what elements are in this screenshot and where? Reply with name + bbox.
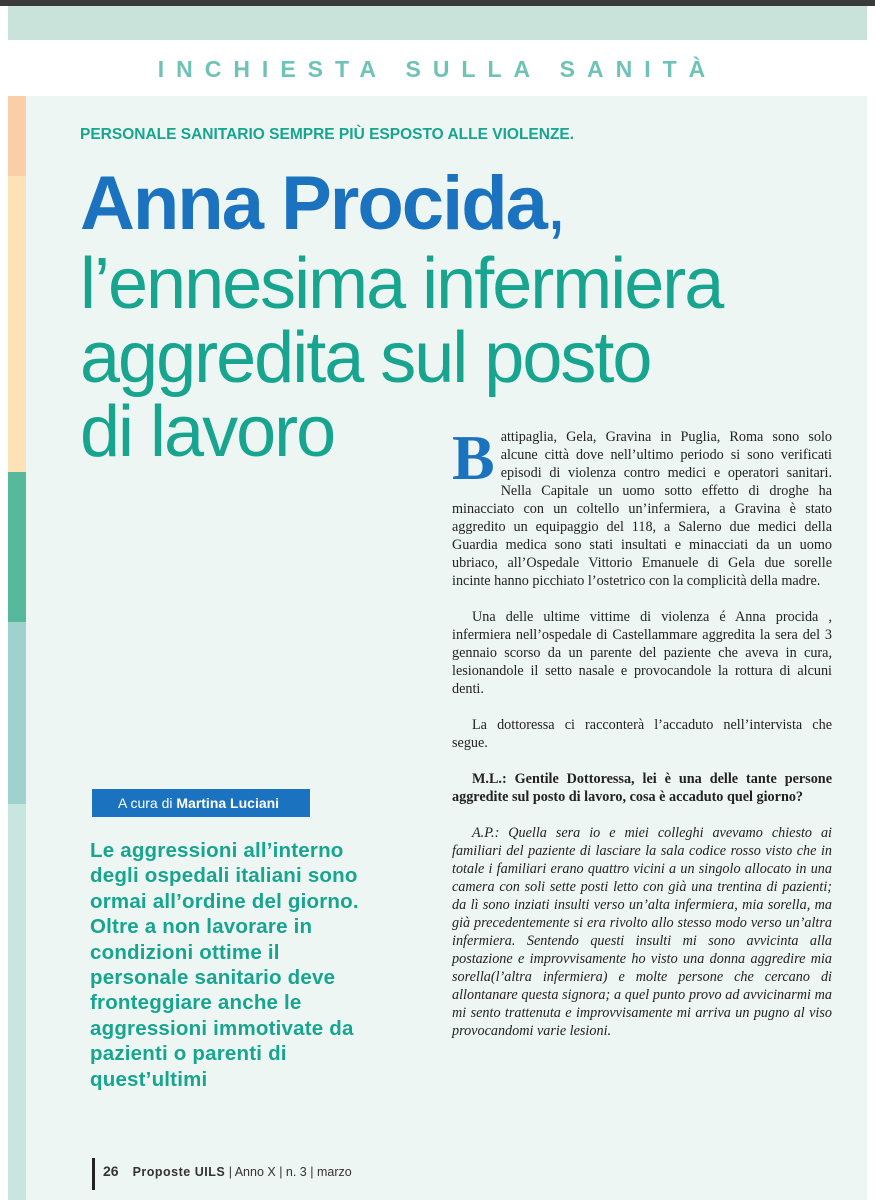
header-band xyxy=(8,6,867,40)
interview-question: M.L.: Gentile Dottoressa, lei è una delle tante persone aggredite sul posto di lavoro, cosa è accaduto quel giorno? xyxy=(452,771,832,805)
headline-name: Anna Procida xyxy=(80,161,546,246)
pull-quote xyxy=(90,838,370,1092)
section-header xyxy=(8,40,867,96)
article-body xyxy=(452,422,832,1058)
interview-answer: A.P.: Quella sera io e miei colleghi avevamo chiesto ai familiari del paziente di lasciare la sala codice rosso visto che in totale i familiari erano quattro vicini a un singolo allocato in una camera con soli sette posti letto con già una trentina di pazienti; da lì sono inziati insulti verso un’alta infermiera, mia sorella, ma già precedentemente si era rivolto allo stesso modo verso un’altra infermiera. Sentendo questi insulti mi sono avvicinta alla postazione e improvvisamente ho visto una donna aggredire mia sorella(l’altra infermiera) e molte persone che cercano di allontanare questa signora; a quel punto provo ad avvicinarmi ma mi sento trattenuta e improvvisamente mi arriva un pugno al viso provocandomi varie lesioni. xyxy=(452,825,832,1039)
color-stripe xyxy=(8,622,26,804)
headline-comma: , xyxy=(545,161,568,246)
article-kicker: PERSONALE SANITARIO SEMPRE PIÙ ESPOSTO ALLE VIOLENZE. xyxy=(80,126,575,143)
publication-name: Proposte UILS xyxy=(132,1165,226,1179)
body-paragraph: Una delle ultime vittime di violenza é Anna procida , infermiera nell’ospedale di Castellammare aggredita la sera del 3 gennaio scorso da un parente del paziente che aveva in cura, lesionandole il setto nasale e provocandole la rottura di alcuni denti. xyxy=(452,609,832,697)
pull-quote-text: Oltre a non lavorare in condizioni ottime il personale sanitario deve fronteggiare anche le aggressioni immotivate da pazienti o parenti di quest’ultimi xyxy=(90,915,354,1091)
credit-prefix: A cura di xyxy=(118,795,173,811)
author-name: Martina Luciani xyxy=(176,795,280,811)
headline-line: aggredita sul posto xyxy=(80,318,651,398)
issue-info: | Anno X | n. 3 | marzo xyxy=(228,1165,352,1179)
magazine-page xyxy=(8,40,867,1200)
body-paragraph: La dottoressa ci racconterà l’accaduto nell’intervista che segue. xyxy=(452,717,832,751)
paragraph-text: attipaglia, Gela, Gravina in Puglia, Roma sono solo alcune città dove nell’ultimo periodo si sono verificati episodi di violenza contro medici e operatori sanitari. Nella Capitale un uomo sotto effetto di droghe ha minacciato con un coltello un’infermiera, a Gravina è stato aggredito un equipaggio del 118, a Salerno due medici della Guardia medica sono stati insultati e minacciati da un uomo ubriaco, all’Ospedale Vittorio Emanuele di Gela due sorelle incinte hanno picchiato l’ostetrico con la complicità della madre. xyxy=(452,429,832,589)
pull-quote-text: Le aggressioni all’interno degli ospedali italiani sono ormai all’ordine del giorno. xyxy=(90,839,359,913)
page-number: 26 xyxy=(103,1163,119,1179)
headline-line: di lavoro xyxy=(80,392,335,472)
color-stripe xyxy=(8,472,26,622)
section-label: INCHIESTA SULLA SANITÀ xyxy=(157,56,718,82)
author-credit xyxy=(92,789,310,817)
page-footer xyxy=(92,1158,352,1190)
color-stripe xyxy=(8,804,26,1200)
color-stripe xyxy=(8,176,26,472)
body-paragraph xyxy=(452,422,832,590)
color-stripe xyxy=(8,96,26,176)
headline-line: l’ennesima infermiera xyxy=(80,244,723,324)
drop-cap: B xyxy=(452,422,495,493)
